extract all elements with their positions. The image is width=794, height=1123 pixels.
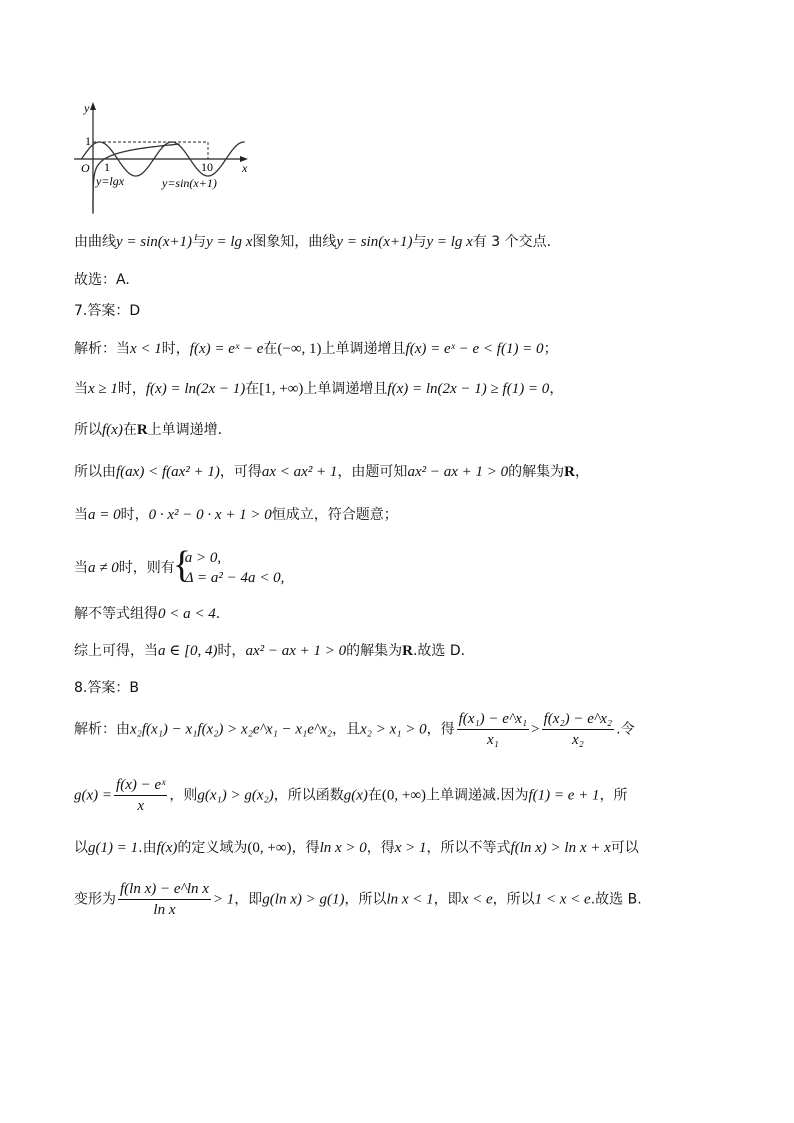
text-seg: ，即	[234, 891, 263, 908]
math-expr: y = lg x	[206, 234, 253, 250]
math-expr: f(1) = e + 1	[528, 787, 600, 804]
text-seg: 所以由	[74, 464, 116, 480]
math-expr: a ∈ [0, 4)	[158, 643, 218, 659]
math-expr: ln x > 0	[319, 840, 367, 856]
inequality-system	[172, 544, 285, 588]
text-line-9	[74, 546, 284, 590]
text-seg: 在	[367, 787, 382, 804]
text-seg: 上单调递增且	[303, 381, 388, 397]
x-axis-label: x	[242, 161, 248, 175]
text-seg: 上单调递增且	[321, 341, 406, 357]
text-seg: 故选：A.	[74, 272, 130, 288]
function-graph	[66, 100, 256, 218]
text-seg: ，所以不等式	[426, 840, 511, 856]
text-seg: ，	[574, 464, 589, 480]
math-expr: ax < ax² + 1	[261, 464, 338, 480]
math-expr: g(ln x) > g(1)	[262, 891, 345, 908]
text-line-7	[74, 462, 589, 482]
text-seg: 可以	[610, 840, 639, 856]
text-seg: ，则	[169, 787, 198, 804]
math-expr: (−∞, 1)	[277, 341, 322, 357]
text-seg: 7.答案：D	[74, 303, 141, 319]
math-expr: f(x) = ln(2x − 1)	[145, 381, 246, 397]
text-seg: 综上可得，当	[74, 643, 158, 659]
curve-label-lg: y=lgx	[96, 174, 125, 188]
text-seg: ，所以	[344, 891, 387, 908]
text-seg: 图象知，曲线	[252, 234, 337, 250]
text-line-8	[74, 505, 398, 525]
text-seg: 与	[412, 234, 427, 250]
math-expr: 1 < x < e	[534, 891, 591, 908]
fraction-numerator: f(ln x) − e^ln x	[118, 880, 211, 900]
text-line-1	[74, 232, 551, 252]
text-seg: ，所以函数	[273, 787, 344, 804]
text-seg: 的解集为	[346, 643, 403, 659]
answer-8-heading	[74, 678, 139, 698]
text-line-2	[74, 270, 130, 290]
brace-symbol: {	[172, 544, 191, 586]
math-expr: > 1	[212, 891, 235, 908]
math-expr: y = sin(x+1)	[116, 234, 193, 250]
math-expr: x ≥ 1	[88, 381, 118, 397]
text-seg: ，得	[291, 840, 320, 856]
text-seg: 所以	[74, 422, 102, 438]
text-seg: 时，	[161, 341, 190, 357]
text-seg: 8.答案：B	[74, 680, 139, 696]
text-seg: .故选 B.	[590, 891, 642, 908]
math-expr: g(x₁) > g(x₂)	[197, 787, 274, 804]
math-expr: a = 0	[88, 507, 121, 523]
math-expr: a ≠ 0	[88, 560, 119, 576]
text-seg: 解不等式组得	[74, 606, 158, 622]
text-line-6	[74, 420, 222, 440]
text-seg: 在	[122, 422, 137, 438]
text-line-16	[74, 880, 642, 919]
math-expr: >	[531, 721, 540, 738]
math-expr: [1, +∞)	[259, 381, 304, 397]
math-expr: R	[136, 422, 148, 438]
y-axis-label: y	[84, 101, 90, 115]
text-seg: 的定义域为	[177, 840, 248, 856]
text-seg: 时，	[217, 643, 246, 659]
text-seg: ，	[549, 381, 564, 397]
tick-label-x10: 10	[201, 160, 213, 174]
text-seg: 时，	[120, 507, 149, 523]
math-expr: f(x) = eˣ − e < f(1) = 0	[405, 341, 544, 357]
fraction-denominator: x₂	[571, 732, 584, 748]
tick-label-y1: 1	[85, 134, 91, 148]
text-line-4	[74, 339, 558, 359]
text-seg: 上单调递减.因为	[426, 787, 529, 804]
text-seg: ，由题可知	[337, 464, 408, 480]
text-seg: ，得	[426, 721, 455, 738]
text-seg: .	[215, 606, 221, 622]
math-expr: ax² − ax + 1 > 0	[407, 464, 509, 480]
text-line-5	[74, 379, 563, 399]
fraction-numerator: f(x₂) − e^x₂	[542, 710, 615, 730]
fraction-denominator: x₁	[486, 732, 499, 748]
text-line-14	[74, 776, 628, 815]
text-seg: 在	[263, 341, 278, 357]
text-seg: ，可得	[219, 464, 262, 480]
math-expr: f(x)	[156, 840, 178, 856]
math-expr: R	[402, 643, 413, 659]
math-expr: f(x)	[102, 422, 123, 438]
math-expr: 0 < a < 4	[158, 606, 216, 622]
text-seg: 以	[74, 840, 88, 856]
text-line-15	[74, 838, 639, 858]
text-seg: 解析：由	[74, 721, 130, 738]
fraction-numerator: f(x) − eˣ	[114, 776, 167, 796]
fraction-denominator: ln x	[153, 902, 176, 918]
math-expr: g(x) =	[74, 787, 113, 804]
text-seg: 与	[192, 234, 207, 250]
math-expr: x < e	[461, 891, 493, 908]
math-expr: y = lg x	[426, 234, 473, 250]
text-seg: 当	[74, 381, 88, 397]
fraction	[457, 710, 530, 749]
text-line-10	[74, 604, 220, 624]
math-expr: x < 1	[130, 341, 162, 357]
text-seg: ；	[543, 341, 558, 357]
math-expr: x₂ > x₁ > 0	[360, 721, 427, 738]
text-seg: .令	[616, 721, 635, 738]
math-expr: 0 · x² − 0 · x + 1 > 0	[148, 507, 272, 523]
text-seg: .故选 D.	[412, 643, 466, 659]
case-row: a > 0,	[184, 550, 222, 566]
case-row: Δ = a² − 4a < 0,	[184, 570, 285, 586]
fraction-denominator: x	[137, 798, 145, 814]
origin-label: O	[81, 161, 90, 175]
text-seg: 恒成立，符合题意；	[271, 507, 398, 523]
text-seg: 上单调递增.	[147, 422, 223, 438]
text-line-13	[74, 710, 635, 749]
text-seg: 在	[245, 381, 260, 397]
text-seg: 时，	[117, 381, 146, 397]
math-expr: f(x) = ln(2x − 1) ≥ f(1) = 0	[387, 381, 550, 397]
text-seg: 时，则有	[118, 560, 175, 576]
text-seg: 由曲线	[74, 234, 116, 250]
text-seg: ，即	[433, 891, 462, 908]
text-seg: ，所	[599, 787, 628, 804]
tick-label-x1: 1	[104, 160, 110, 174]
fraction-numerator: f(x₁) − e^x₁	[457, 710, 530, 730]
text-line-11	[74, 641, 465, 661]
math-expr: g(x)	[343, 787, 368, 804]
math-expr: ln x < 1	[386, 891, 434, 908]
math-expr: y = sin(x+1)	[336, 234, 413, 250]
text-seg: 当	[74, 560, 88, 576]
text-seg: 变形为	[74, 891, 116, 908]
fraction	[114, 776, 167, 815]
fraction	[542, 710, 615, 749]
math-expr: (0, +∞)	[381, 787, 427, 804]
math-expr: g(1) = 1	[88, 840, 139, 856]
text-seg: .由	[138, 840, 157, 856]
math-expr: f(ln x) > ln x + x	[510, 840, 611, 856]
text-seg: ，且	[332, 721, 361, 738]
answer-7-heading	[74, 301, 140, 321]
math-expr: f(ax) < f(ax² + 1)	[116, 464, 220, 480]
math-expr: R	[564, 464, 575, 480]
text-seg: ，得	[366, 840, 395, 856]
math-expr: x > 1	[394, 840, 427, 856]
text-seg: 的解集为	[508, 464, 565, 480]
fraction	[118, 880, 211, 919]
curve-label-sin: y=sin(x+1)	[162, 176, 217, 190]
math-expr: x₂f(x₁) − x₁f(x₂) > x₂e^x₁ − x₁e^x₂	[130, 721, 333, 738]
text-seg: 当	[74, 507, 88, 523]
y-axis-arrow	[90, 102, 96, 110]
math-expr: ax² − ax + 1 > 0	[245, 643, 347, 659]
text-seg: 有 3 个交点.	[472, 234, 552, 250]
text-seg: ，所以	[492, 891, 535, 908]
math-expr: f(x) = eˣ − e	[189, 341, 264, 357]
math-expr: (0, +∞)	[247, 840, 292, 856]
text-seg: 解析：当	[74, 341, 130, 357]
